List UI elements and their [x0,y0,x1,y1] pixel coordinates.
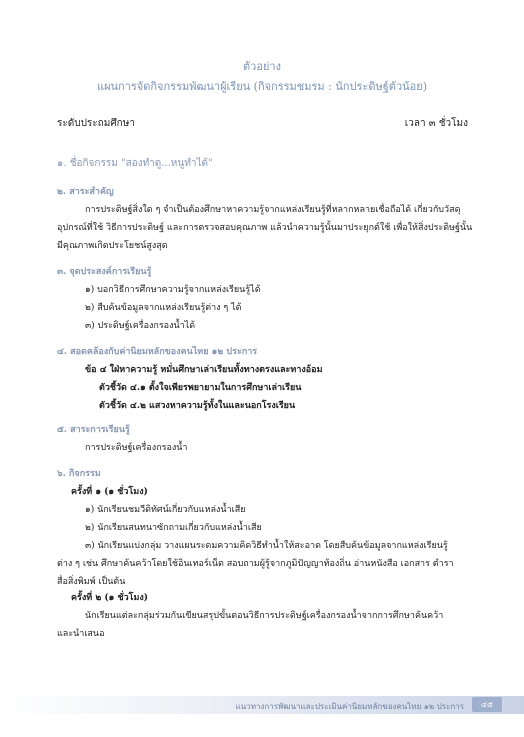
list-item: ข้อ ๔ ใฝ่หาความรู้ หมั่นศึกษาเล่าเรียนทั้งทางตรงและทางอ้อม [85,365,323,375]
duration-label: เวลา ๓ ชั่วโมง [404,118,468,129]
section-key-concept: ๒. สาระสำคัญ [57,187,114,197]
list-item: การประดิษฐ์เครื่องกรองน้ำ [85,443,188,453]
session-heading: ครั้งที่ ๒ (๑ ชั่วโมง) [71,593,149,603]
list-item: ๑) บอกวิธีการศึกษาความรู้จากแหล่งเรียนรู้ได้ [85,285,261,295]
list-item: ๓) นักเรียนแบ่งกลุ่ม วางแผนระดมความคิดวิธีทำน้ำให้สะอาด โดยสืบค้นข้อมูลจากแหล่งเรียนรู้ [85,541,448,551]
section-activities: ๖. กิจกรรม [57,469,101,479]
footer-text: แนวทางการพัฒนาและประเมินค่านิยมหลักของคนไทย ๑๒ ประการ [235,702,464,711]
paragraph-line: นักเรียนแต่ละกลุ่มร่วมกันเขียนสรุปขั้นตอนวิธีการประดิษฐ์เครื่องกรองน้ำจากการศึกษาค้นคว้า [85,611,444,621]
session-heading: ครั้งที่ ๑ (๑ ชั่วโมง) [71,487,148,497]
section-objectives: ๓. จุดประสงค์การเรียนรู้ [57,267,152,277]
section-core-values: ๔. สอดคล้องกับค่านิยมหลักของคนไทย ๑๒ ประการ [57,347,258,357]
document-title: ตัวอย่าง [243,60,281,73]
list-item: ตัวชี้วัด ๔.๑ ตั้งใจเพียรพยายามในการศึกษาเล่าเรียน [99,383,302,393]
list-item: ๒) นักเรียนสนทนาซักถามเกี่ยวกับแหล่งน้ำเสีย [85,523,262,533]
page-number: ๔๕ [472,697,502,712]
document-subtitle: แผนการจัดกิจกรรมพัฒนาผู้เรียน (กิจกรรมชมรม : นักประดิษฐ์ตัวน้อย) [96,80,427,93]
paragraph-line: อุปกรณ์ที่ใช้ วิธีการประดิษฐ์ และการตรวจสอบคุณภาพ แล้วนำความรู้นั้นมาประยุกต์ใช้ เพื่อให้สิ่งประดิษฐ์นั้น [57,223,473,233]
paragraph-line: มีคุณภาพเกิดประโยชน์สูงสุด [57,241,168,251]
list-item: ๒) สืบค้นข้อมูลจากแหล่งเรียนรู้ต่าง ๆ ได้ [85,303,242,313]
section-activity-name: ๑. ชื่อกิจกรรม "สองทำดู...หนูทำได้" [57,158,213,169]
level-label: ระดับประถมศึกษา [57,118,135,129]
list-item: ๓) ประดิษฐ์เครื่องกรองน้ำได้ [85,321,196,331]
paragraph-line: การประดิษฐ์สิ่งใด ๆ จำเป็นต้องศึกษาหาความรู้จากแหล่งเรียนรู้ที่หลากหลายเชื่อถือได้ เกี่ยวกับวัสดุ [85,205,461,215]
list-item: ตัวชี้วัด ๔.๒ แสวงหาความรู้ทั้งในและนอกโรงเรียน [99,401,296,411]
paragraph-line: สื่อสิ่งพิมพ์ เป็นต้น [57,577,126,587]
paragraph-line: ต่าง ๆ เช่น ศึกษาค้นคว้าโดยใช้อินเทอร์เน็ต สอบถามผู้รู้จากภูมิปัญญาท้องถิ่น อ่านหนังสือ เอกสาร ตำรา [57,559,454,569]
list-item: ๑) นักเรียนชมวีดิทัศน์เกี่ยวกับแหล่งน้ำเสีย [85,505,246,515]
paragraph-line: และนำเสนอ [57,629,105,639]
section-content: ๕. สาระการเรียนรู้ [57,425,130,435]
